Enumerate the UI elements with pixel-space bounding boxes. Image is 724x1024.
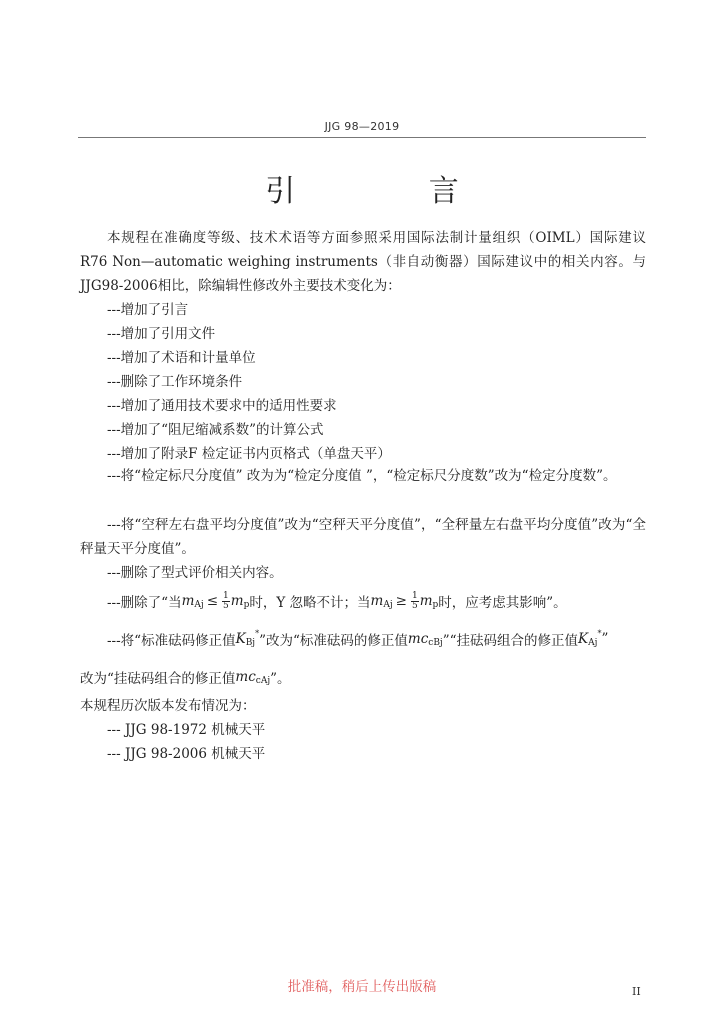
approval-watermark-note: 批准稿，稍后上传出版稿 <box>287 979 437 995</box>
math-superscript: * <box>255 628 260 638</box>
math-subscript: cAj <box>255 676 271 686</box>
math-variable: K <box>578 631 589 647</box>
page-number: II <box>632 985 641 998</box>
fraction-numerator: 1 <box>411 590 418 601</box>
formula-text: ” <box>601 631 609 647</box>
fraction-denominator: 5 <box>411 600 418 611</box>
change-item: ---增加了附录F 检定证书内页格式（单盘天平） <box>107 446 391 462</box>
weight-correction-line <box>107 626 608 652</box>
standard-code-header: JJG 98—2019 <box>324 120 400 133</box>
formula-text: 改为“挂砝码组合的修正值 <box>80 671 236 687</box>
math-fraction <box>411 592 419 611</box>
math-superscript: * <box>597 628 602 638</box>
math-variable: mc <box>235 669 256 685</box>
change-item: ---增加了引言 <box>107 302 189 318</box>
formula-text: ”改为“标准砝码的修正值 <box>259 633 408 649</box>
change-item: ---增加了术语和计量单位 <box>107 350 256 366</box>
header-rule <box>78 137 646 138</box>
formula-line <box>107 588 567 614</box>
math-variable: m <box>419 593 433 609</box>
math-subscript: Bj <box>245 638 256 648</box>
change-scale-paragraph: ---将“检定标尺分度值” 改为为“检定分度值 ”，“检定标尺分度数”改为“检定分度数”。 <box>107 468 617 484</box>
history-title: 本规程历次版本发布情况为： <box>80 698 256 714</box>
formula-text: ---删除了“当 <box>107 595 182 611</box>
math-subscript: Aj <box>194 600 204 610</box>
math-subscript: Aj <box>588 638 598 648</box>
history-item: --- JJG 98-1972 机械天平 <box>107 722 266 738</box>
history-item: --- JJG 98-2006 机械天平 <box>107 746 266 762</box>
weight-correction-line-2 <box>80 664 291 690</box>
change-item: ---删除了型式评价相关内容。 <box>107 565 283 581</box>
change-item: ---增加了通用技术要求中的适用性要求 <box>107 398 337 414</box>
math-subscript: Aj <box>383 600 393 610</box>
math-operator: ≥ <box>395 593 407 609</box>
math-variable: mc <box>407 631 429 647</box>
formula-text: ---将“标准砝码修正值 <box>107 633 236 649</box>
intro-paragraph: 本规程在准确度等级、技术术语等方面参照采用国际法制计量组织（OIML）国际建议R76 Non—automatic weighing instruments（非自动衡器）国际建议中的相关内容。与JJG98-2006相比，除编辑性修改外主要技术变化为： <box>80 230 646 294</box>
math-operator: ≤ <box>206 593 219 609</box>
change-empty-paragraph: ---将“空秤左右盘平均分度值”改为“空秤天平分度值”，“全秤量左右盘平均分度值”改为“全秤量天平分度值”。 <box>80 517 646 557</box>
formula-text: ”“挂砝码组合的修正值 <box>442 633 579 649</box>
formula-text: 时，Y 忽略不计；当 <box>249 595 371 611</box>
formula-text: 时，应考虑其影响”。 <box>438 595 567 611</box>
math-variable: m <box>181 593 195 609</box>
math-fraction <box>222 592 230 611</box>
math-variable: K <box>235 631 246 647</box>
math-subscript: p <box>432 600 439 610</box>
fraction-denominator: 5 <box>223 600 229 611</box>
math-variable: m <box>230 593 244 609</box>
change-item: ---删除了工作环境条件 <box>107 374 243 390</box>
page-title: 引 言 <box>265 174 521 209</box>
math-subscript: p <box>243 600 250 610</box>
math-subscript: cBj <box>428 638 443 648</box>
fraction-numerator: 1 <box>223 590 229 601</box>
formula-text: ”。 <box>270 671 291 687</box>
change-item: ---增加了引用文件 <box>107 326 216 342</box>
change-item: ---增加了“阻尼缩减系数”的计算公式 <box>107 422 324 438</box>
math-variable: m <box>370 593 384 609</box>
